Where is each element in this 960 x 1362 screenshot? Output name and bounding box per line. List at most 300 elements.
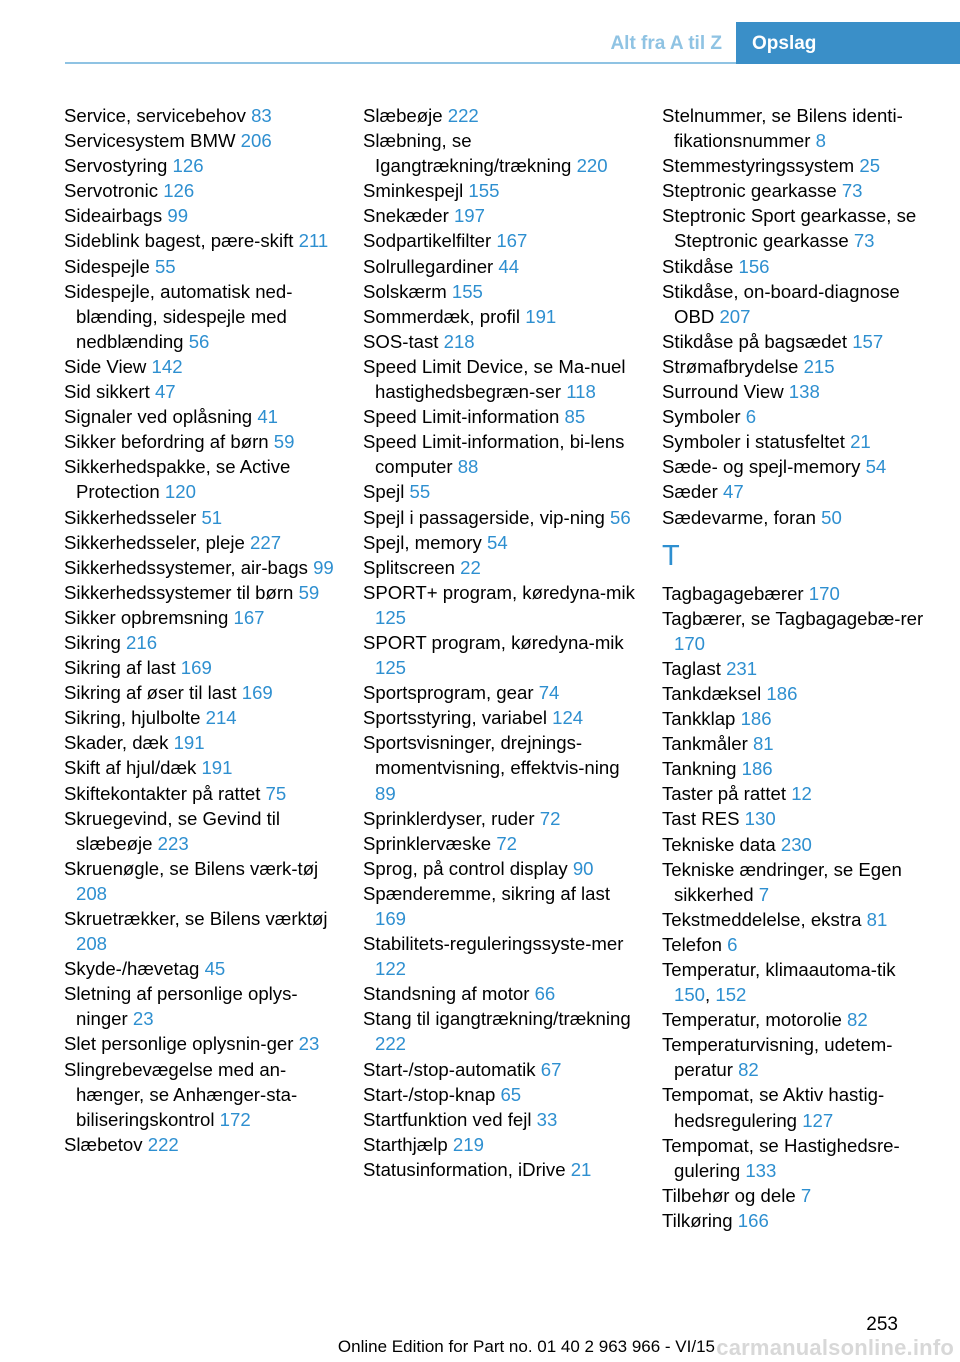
- index-entry-term: Tekniske data: [662, 833, 776, 855]
- index-entry-term: Sideblink bagest, pære-skift: [64, 230, 294, 252]
- page-ref-link[interactable]: 186: [741, 758, 773, 780]
- index-entry-term: Tilkøring: [662, 1209, 733, 1231]
- index-entry-term: Tankning: [662, 758, 737, 780]
- index-entry-term: Starthjælp: [363, 1133, 448, 1155]
- page-ref-link[interactable]: 127: [802, 1109, 834, 1131]
- index-entry-term: Tagbagagebærer: [662, 582, 804, 604]
- index-entry: [64, 655, 336, 680]
- index-entry-term: Skader, dæk: [64, 732, 169, 754]
- page-ref-link[interactable]: 167: [233, 606, 265, 628]
- index-entry-term: Skruetrækker, se Bilens værktøj: [64, 908, 328, 929]
- index-entry: [64, 755, 336, 780]
- index-entry-term: Tast RES: [662, 808, 740, 830]
- index-entry-term: Spænderemme, sikring af last: [363, 882, 610, 904]
- index-entry-term: Stemmestyringssystem: [662, 155, 855, 177]
- index-entry-term: Servostyring: [64, 155, 168, 177]
- page-ref-link[interactable]: 186: [740, 708, 772, 730]
- index-entry-term: Sikkerhedssystemer, air-bags: [64, 556, 308, 578]
- page-ref-link[interactable]: 7: [800, 1184, 812, 1206]
- page-ref-link[interactable]: 33: [536, 1108, 558, 1130]
- index-entry-term: Temperatur, motorolie: [662, 1009, 842, 1031]
- index-entry-term: Start-/stop-knap: [363, 1083, 496, 1105]
- page-ref-link[interactable]: 206: [240, 130, 272, 152]
- page-ref-link[interactable]: 22: [460, 556, 481, 578]
- page-ref-link[interactable]: 41: [257, 406, 278, 428]
- index-entry: [662, 379, 934, 404]
- index-entry: [64, 730, 336, 755]
- page-ref-link[interactable]: 169: [241, 682, 273, 704]
- page-ref-link[interactable]: 99: [313, 556, 334, 578]
- index-entry: [662, 203, 934, 253]
- index-entry: [64, 103, 336, 128]
- index-entry-term: Strømafbrydelse: [662, 355, 799, 377]
- index-entry: [363, 981, 635, 1006]
- page-ref-link[interactable]: 230: [780, 833, 812, 855]
- index-entry: [662, 907, 934, 932]
- index-entry-term: Tankklap: [662, 708, 736, 730]
- page-ref-link[interactable]: 50: [821, 506, 842, 528]
- index-entry: [64, 128, 336, 153]
- page-ref-link[interactable]: 8: [815, 130, 826, 152]
- index-entry: [363, 404, 635, 429]
- index-entry: [64, 806, 336, 856]
- page-ref-link[interactable]: 118: [566, 381, 596, 403]
- chapter-tab-label: Opslag: [752, 33, 817, 54]
- index-entry-term: Sikring af øser til last: [64, 682, 237, 704]
- page-ref-link[interactable]: 59: [273, 431, 295, 453]
- page-ref-link[interactable]: 7: [758, 883, 770, 905]
- index-entry: [64, 705, 336, 730]
- index-entry-term: Sikring af last: [64, 657, 176, 679]
- page-ref-link[interactable]: 23: [132, 1008, 154, 1030]
- index-entry: [662, 1133, 934, 1183]
- index-entry-term: Sprinklervæske: [363, 832, 492, 854]
- index-entry-term: Sæder: [662, 481, 718, 503]
- index-entry-term: Steptronic Sport gearkasse, se Steptronic gearkasse: [662, 205, 917, 252]
- page-ref-link[interactable]: 214: [205, 707, 237, 729]
- page-ref-link[interactable]: 82: [847, 1009, 868, 1031]
- index-entry-term: Tempomat, se Aktiv hastig-hedsregulering: [662, 1084, 885, 1131]
- index-entry: [64, 630, 336, 655]
- index-entry: [363, 103, 635, 128]
- page-ref-link[interactable]: 191: [201, 757, 233, 779]
- index-entry: [363, 254, 635, 279]
- index-entry: [64, 1132, 336, 1157]
- index-column-2: [363, 103, 635, 1182]
- page-ref-link[interactable]: 133: [745, 1159, 777, 1181]
- index-entry-term: Skyde-/hævetag: [64, 958, 200, 980]
- index-entry-term: Sikker befordring af børn: [64, 431, 269, 453]
- page-ref-link[interactable]: 220: [576, 155, 608, 177]
- index-entry: [64, 956, 336, 981]
- chapter-tab: [736, 22, 960, 64]
- index-entry-term: Tekniske ændringer, se Egen sikkerhed: [662, 858, 902, 905]
- index-entry-term: Slæbning, se Igangtrækning/trækning: [363, 130, 572, 177]
- page-ref-link[interactable]: 222: [447, 105, 479, 126]
- page-ref-link[interactable]: 72: [539, 807, 561, 829]
- index-entry: [662, 429, 934, 454]
- index-entry: [363, 1132, 635, 1157]
- index-entry: [662, 1032, 934, 1082]
- index-entry-term: Sikkerhedsseler, pleje: [64, 531, 245, 553]
- page-ref-link[interactable]: 56: [188, 330, 210, 352]
- page-ref-link[interactable]: 155: [451, 280, 483, 302]
- index-entry: [64, 254, 336, 279]
- page-ref-link[interactable]: 55: [154, 255, 176, 277]
- index-entry-term: Stang til igangtrækning/trækning: [363, 1008, 631, 1030]
- index-entry: [662, 454, 934, 479]
- index-entry: [363, 304, 635, 329]
- index-entry: [363, 580, 635, 630]
- index-entry-term: Taster på rattet: [662, 783, 787, 805]
- page-ref-link[interactable]: 186: [766, 682, 798, 704]
- page-ref-link[interactable]: 126: [163, 180, 195, 202]
- index-entry: [662, 479, 934, 504]
- index-entry: [64, 530, 336, 555]
- index-entry: [363, 705, 635, 730]
- index-entry: [64, 153, 336, 178]
- index-entry-term: Sædevarme, foran: [662, 506, 816, 528]
- page-ref-link[interactable]: 169: [180, 657, 212, 679]
- index-entry: [64, 1057, 336, 1132]
- index-entry-term: Solskærm: [363, 280, 447, 302]
- index-entry-term: Sikkerhedssystemer til børn: [64, 581, 294, 603]
- page-ref-link[interactable]: 216: [126, 631, 158, 653]
- index-entry: [363, 530, 635, 555]
- index-entry-term: Sletning af personlige oplys-ninger: [64, 983, 298, 1030]
- index-entry: [363, 881, 635, 931]
- index-entry: [64, 203, 336, 228]
- page-ref-link[interactable]: 156: [738, 255, 770, 277]
- page-ref-link[interactable]: 73: [853, 230, 875, 252]
- index-entry: [662, 731, 934, 756]
- page-ref-link[interactable]: 208: [76, 933, 108, 955]
- page-ref-link[interactable]: 169: [375, 908, 407, 929]
- page-ref-link[interactable]: 222: [375, 1033, 407, 1055]
- index-column-3: [662, 103, 934, 1233]
- index-entry: [662, 656, 934, 681]
- page-ref-link[interactable]: 6: [727, 933, 738, 955]
- index-entry: [363, 856, 635, 881]
- index-entry: [662, 153, 934, 178]
- page-ref-link[interactable]: 152: [715, 984, 747, 1006]
- index-entry: [662, 1007, 934, 1032]
- index-entry-term: Sidespejle: [64, 255, 150, 277]
- index-entry-term: Side View: [64, 355, 147, 377]
- index-entry: [363, 354, 635, 404]
- index-entry-term: Signaler ved oplåsning: [64, 406, 253, 428]
- index-entry: [64, 354, 336, 379]
- index-entry: [64, 429, 336, 454]
- index-entry-term: Slingrebevægelse med an-hænger, se Anhænger-sta-biliseringskontrol: [64, 1058, 298, 1130]
- index-entry: [662, 505, 934, 530]
- page-ref-link[interactable]: 65: [500, 1083, 522, 1105]
- page-ref-link[interactable]: 6: [745, 406, 757, 428]
- page-ref-link[interactable]: 66: [534, 983, 556, 1005]
- index-entry: [363, 806, 635, 831]
- index-entry-term: Sminkespejl: [363, 180, 464, 202]
- page-ref-link[interactable]: 12: [791, 783, 812, 805]
- index-entry-term: Sikker opbremsning: [64, 606, 229, 628]
- index-entry-term: Sommerdæk, profil: [363, 305, 521, 327]
- page-ref-link[interactable]: 172: [219, 1108, 251, 1130]
- page-ref-link[interactable]: 99: [167, 205, 189, 227]
- index-entry: [662, 178, 934, 203]
- page-ref-link[interactable]: 21: [850, 431, 871, 453]
- page-ref-link[interactable]: 83: [251, 105, 272, 126]
- index-entry-term: Sikring, hjulbolte: [64, 707, 201, 729]
- index-entry-term: Speed Limit-information, bi-lens computer: [363, 431, 625, 478]
- page-ref-link[interactable]: 142: [151, 355, 183, 377]
- page-ref-link[interactable]: 74: [538, 682, 560, 704]
- index-entry: [363, 479, 635, 504]
- page-ref-link[interactable]: 67: [540, 1058, 562, 1080]
- index-entry: [64, 454, 336, 504]
- page-ref-link[interactable]: 157: [852, 330, 884, 352]
- index-entry-term: Sodpartikelfilter: [363, 230, 492, 252]
- page-number: 253: [866, 1314, 898, 1335]
- page-ref-link[interactable]: 85: [564, 406, 586, 428]
- page-ref-link[interactable]: 122: [375, 958, 407, 980]
- index-entry: [363, 1006, 635, 1056]
- page-ref-link[interactable]: 56: [610, 506, 631, 528]
- index-entry-term: Sikring: [64, 631, 121, 653]
- page-ref-link[interactable]: 167: [496, 230, 528, 252]
- index-entry: [64, 1031, 336, 1056]
- index-entry: [64, 605, 336, 630]
- index-entry-term: Solrullegardiner: [363, 255, 494, 277]
- index-entry-term: Surround View: [662, 381, 784, 403]
- index-entry-term: Tempomat, se Hastighedsre-gulering: [662, 1134, 900, 1181]
- page-ref-link[interactable]: 44: [498, 255, 520, 277]
- index-entry-term: Skruenøgle, se Bilens værk-tøj: [64, 857, 319, 879]
- index-letter-heading: T: [662, 539, 680, 572]
- index-entry-term: Sideairbags: [64, 205, 163, 227]
- index-entry-term: Sikkerhedspakke, se Active Protection: [64, 456, 291, 503]
- index-entry: [363, 429, 635, 479]
- index-entry: [363, 931, 635, 981]
- index-entry: [64, 404, 336, 429]
- page-ref-link[interactable]: 130: [744, 808, 776, 830]
- page-ref-link[interactable]: 59: [298, 581, 320, 603]
- index-entry-term: Splitscreen: [363, 556, 455, 578]
- page-ref-link[interactable]: 47: [154, 381, 176, 403]
- index-entry: [662, 857, 934, 907]
- page-ref-link[interactable]: 191: [173, 732, 205, 754]
- index-entry: [363, 630, 635, 680]
- index-entry: [662, 329, 934, 354]
- index-entry-term: Tilbehør og dele: [662, 1184, 796, 1206]
- index-entry-term: Sidespejle, automatisk ned-blænding, sidespejle med nedblænding: [64, 280, 293, 352]
- index-entry: [662, 932, 934, 957]
- index-entry: [64, 505, 336, 530]
- index-entry-term: Sportsvisninger, drejnings-momentvisning, effektvis-ning: [363, 732, 620, 779]
- page-ref-link[interactable]: 126: [172, 155, 204, 177]
- page-separator: ,: [705, 984, 711, 1006]
- index-entry: [662, 581, 934, 606]
- index-entry: [64, 680, 336, 705]
- page-ref-link[interactable]: 82: [738, 1059, 759, 1081]
- index-entry-term: Start-/stop-automatik: [363, 1058, 536, 1080]
- page-ref-link[interactable]: 21: [570, 1158, 592, 1180]
- index-entry: [662, 404, 934, 429]
- index-entry: [662, 354, 934, 379]
- index-entry-term: Snekæder: [363, 205, 449, 227]
- index-entry-term: Spejl i passagerside, vip-ning: [363, 506, 605, 528]
- index-entry: [662, 254, 934, 279]
- page-ref-link[interactable]: 88: [457, 456, 479, 478]
- index-entry-term: Sportsprogram, gear: [363, 682, 534, 704]
- index-entry: [363, 1107, 635, 1132]
- index-entry-term: Tankmåler: [662, 733, 748, 755]
- index-column-1: [64, 103, 336, 1157]
- index-entry-term: Standsning af motor: [363, 983, 530, 1005]
- index-entry: [64, 228, 336, 253]
- index-entry-term: Tankdæksel: [662, 682, 762, 704]
- index-entry-term: Spejl, memory: [363, 531, 482, 553]
- watermark: carmanualsonline.info: [716, 1335, 954, 1360]
- index-entry-term: Temperatur, klimaautoma-tik: [662, 959, 896, 980]
- index-entry-term: Symboler i statusfeltet: [662, 431, 845, 453]
- page-ref-link[interactable]: 51: [201, 506, 223, 528]
- index-entry-term: SPORT+ program, køredyna-mik: [363, 581, 635, 603]
- page-ref-link[interactable]: 54: [487, 531, 508, 553]
- page-ref-link[interactable]: 227: [250, 531, 282, 553]
- index-entry-term: Telefon: [662, 933, 722, 955]
- page-ref-link[interactable]: 222: [147, 1133, 179, 1155]
- index-entry-term: Sæde- og spejl-memory: [662, 456, 861, 478]
- index-entry-term: Sportsstyring, variabel: [363, 707, 547, 729]
- page-ref-link[interactable]: 23: [298, 1033, 320, 1055]
- page-ref-link[interactable]: 81: [866, 908, 888, 930]
- index-entry: [64, 856, 336, 906]
- index-entry: [662, 279, 934, 329]
- index-entry: [363, 1082, 635, 1107]
- index-entry: [363, 128, 635, 178]
- index-entry: [363, 203, 635, 228]
- page-ref-link[interactable]: 207: [719, 305, 751, 327]
- index-entry-term: Servotronic: [64, 180, 159, 202]
- page-ref-link[interactable]: 55: [409, 481, 431, 503]
- page-ref-link[interactable]: 166: [737, 1209, 769, 1231]
- index-entry: [363, 279, 635, 304]
- index-entry: [64, 981, 336, 1031]
- index-entry: [64, 178, 336, 203]
- index-entry: [662, 781, 934, 806]
- index-entry-term: Skift af hjul/dæk: [64, 757, 197, 779]
- page-ref-link[interactable]: 47: [722, 481, 744, 503]
- index-entry: [662, 706, 934, 731]
- page-ref-link[interactable]: 75: [265, 782, 287, 804]
- page-ref-link[interactable]: 125: [375, 657, 407, 679]
- edition-footer: Online Edition for Part no. 01 40 2 963 966 - VI/15: [337, 1337, 715, 1356]
- index-entry: [662, 756, 934, 781]
- page-ref-link[interactable]: 45: [204, 958, 226, 980]
- index-entry-term: Tekstmeddelelse, ekstra: [662, 908, 862, 930]
- index-entry: [662, 806, 934, 831]
- index-entry: [64, 781, 336, 806]
- page-ref-link[interactable]: 89: [375, 782, 396, 804]
- page-ref-link[interactable]: 81: [752, 733, 774, 755]
- index-entry-term: Skruegevind, se Gevind til slæbeøje: [64, 807, 281, 854]
- index-entry: [64, 379, 336, 404]
- page-ref-link[interactable]: 223: [157, 832, 189, 854]
- index-entry: [363, 228, 635, 253]
- index-entry-term: Servicesystem BMW: [64, 130, 236, 152]
- page-ref-link[interactable]: 211: [298, 230, 329, 252]
- page-ref-link[interactable]: 219: [452, 1133, 484, 1155]
- index-entry-term: Spejl: [363, 481, 405, 503]
- page-ref-link[interactable]: 170: [674, 632, 706, 654]
- index-entry-term: Stikdåse på bagsædet: [662, 330, 848, 352]
- index-entry: [363, 505, 635, 530]
- page-ref-link[interactable]: 90: [572, 857, 594, 879]
- index-entry: [662, 103, 934, 153]
- index-entry-term: Sid sikkert: [64, 381, 150, 403]
- page-ref-link[interactable]: 54: [865, 456, 887, 478]
- index-entry-term: Sprog, på control display: [363, 857, 568, 879]
- index-entry: [662, 1208, 934, 1233]
- index-entry: [662, 957, 934, 1007]
- page-ref-link[interactable]: 197: [453, 205, 485, 227]
- index-entry-term: Sprinklerdyser, ruder: [363, 807, 535, 829]
- page-ref-link[interactable]: 218: [443, 330, 475, 352]
- index-entry: [363, 1057, 635, 1082]
- index-entry-term: Symboler: [662, 406, 741, 428]
- page-ref-link[interactable]: 215: [803, 355, 835, 377]
- page-ref-link[interactable]: 150: [674, 984, 706, 1006]
- page-ref-link[interactable]: 170: [808, 582, 840, 604]
- index-entry: [363, 831, 635, 856]
- page-ref-link[interactable]: 155: [468, 180, 500, 202]
- index-entry: [662, 681, 934, 706]
- page-ref-link[interactable]: 120: [164, 481, 196, 503]
- page-ref-link[interactable]: 191: [525, 305, 557, 327]
- page-ref-link[interactable]: 124: [552, 707, 584, 729]
- index-entry-term: Stikdåse: [662, 255, 734, 277]
- index-entry-term: Speed Limit Device, se Ma-nuel hastighedsbegræn-ser: [363, 355, 626, 403]
- index-entry-term: SPORT program, køredyna-mik: [363, 631, 624, 653]
- page-ref-link[interactable]: 208: [76, 882, 108, 904]
- page-ref-link[interactable]: 25: [859, 155, 881, 177]
- index-entry-term: Temperaturvisning, udetem-peratur: [662, 1034, 893, 1081]
- index-entry-term: Service, servicebehov: [64, 105, 246, 126]
- page-ref-link[interactable]: 72: [496, 832, 517, 854]
- index-entry-term: Sikkerhedsseler: [64, 506, 197, 528]
- page-ref-link[interactable]: 125: [375, 606, 407, 628]
- index-entry: [363, 555, 635, 580]
- page-ref-link[interactable]: 231: [726, 657, 758, 679]
- index-entry-term: Stikdåse, on-board-diagnose OBD: [662, 280, 900, 327]
- index-entry-term: Skiftekontakter på rattet: [64, 782, 261, 804]
- page-ref-link[interactable]: 73: [841, 180, 863, 202]
- index-entry: [363, 680, 635, 705]
- section-title: Alt fra A til Z: [610, 33, 722, 54]
- index-entry: [662, 606, 934, 656]
- index-entry: [662, 1183, 934, 1208]
- index-entry-term: Slæbetov: [64, 1133, 143, 1155]
- index-entry: [64, 279, 336, 354]
- index-entry-term: Steptronic gearkasse: [662, 180, 837, 202]
- page-ref-link[interactable]: 138: [788, 381, 820, 403]
- index-entry: [64, 580, 336, 605]
- index-entry-term: Slet personlige oplysnin-ger: [64, 1033, 294, 1055]
- index-entry: [64, 906, 336, 956]
- index-entry-term: SOS-tast: [363, 330, 439, 352]
- index-entry-term: Stelnummer, se Bilens identi-fikationsnummer: [662, 105, 903, 152]
- index-entry-term: Tagbærer, se Tagbagagebæ-rer: [662, 607, 924, 629]
- index-entry-term: Taglast: [662, 657, 721, 679]
